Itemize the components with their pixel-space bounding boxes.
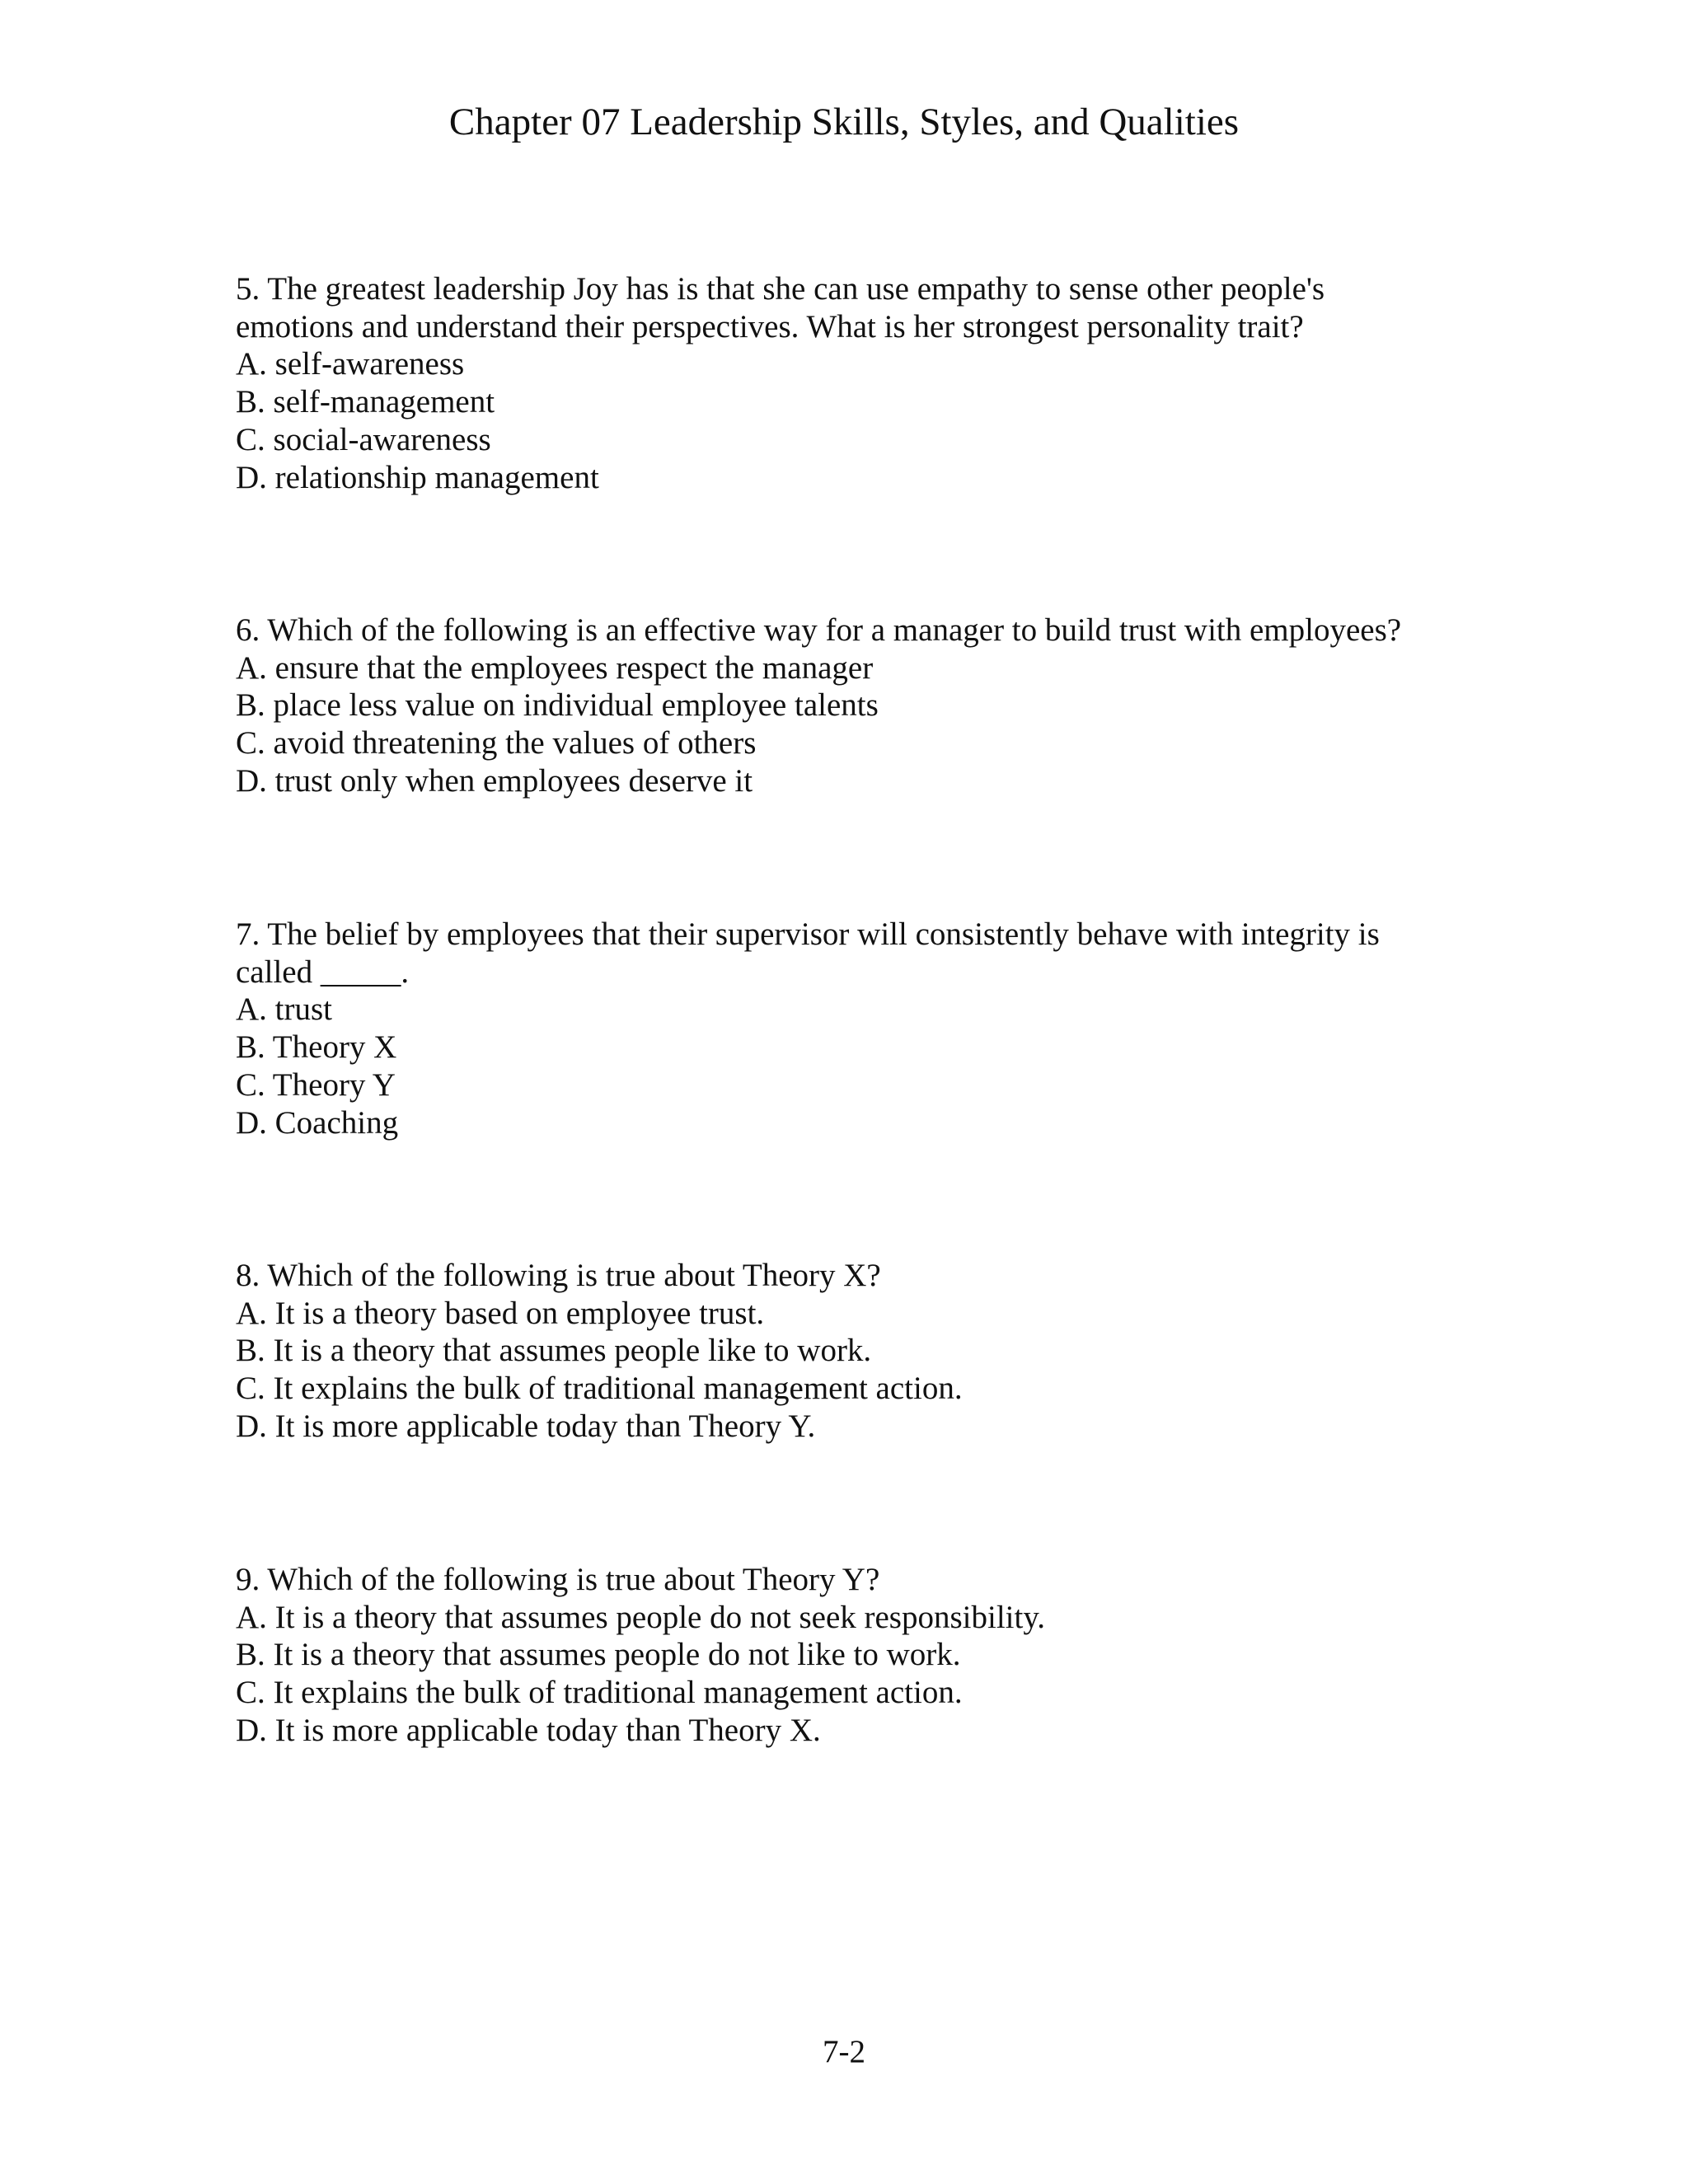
question-text-line: 7. The belief by employees that their supervisor will consistently behave with integrity is: [236, 916, 1380, 952]
question-text-line: 9. Which of the following is true about Theory Y?: [236, 1562, 880, 1597]
answer-option-d: D. trust only when employees deserve it: [236, 762, 753, 799]
answer-option-b: B. It is a theory that assumes people do not like to work.: [236, 1637, 961, 1673]
answer-option-c: C. Theory Y: [236, 1066, 396, 1103]
question-5: [236, 270, 1472, 496]
question-text-line: 5. The greatest leadership Joy has is that she can use empathy to sense other people's: [236, 271, 1325, 307]
answer-option-a: A. ensure that the employees respect the manager: [236, 649, 874, 686]
answer-option-b: B. Theory X: [236, 1029, 397, 1066]
answer-option-d: D. Coaching: [236, 1104, 399, 1141]
page-number: 7-2: [823, 2034, 865, 2069]
answer-option-d: D. It is more applicable today than Theory Y.: [236, 1408, 816, 1444]
question-text-line: emotions and understand their perspectives. What is her strongest personality trait?: [236, 308, 1304, 344]
answer-option-a: A. It is a theory based on employee trust.: [236, 1295, 765, 1331]
answer-option-a: A. trust: [236, 991, 332, 1028]
question-6: [236, 612, 1472, 800]
answer-option-d: D. It is more applicable today than Theory X.: [236, 1712, 821, 1748]
question-text-line: called _____.: [236, 954, 410, 990]
answer-option-c: C. social-awareness: [236, 421, 491, 457]
question-7: [236, 916, 1472, 1141]
answer-option-a: A. self-awareness: [236, 346, 465, 382]
answer-option-c: C. It explains the bulk of traditional management action.: [236, 1371, 963, 1407]
answer-option-c: C. avoid threatening the values of others: [236, 725, 757, 762]
page-title: Chapter 07 Leadership Skills, Styles, and Qualities: [448, 101, 1240, 143]
answer-option-c: C. It explains the bulk of traditional management action.: [236, 1675, 963, 1711]
answer-option-b: B. self-management: [236, 384, 495, 420]
answer-option-b: B. It is a theory that assumes people like to work.: [236, 1333, 872, 1369]
question-text-line: 8. Which of the following is true about Theory X?: [236, 1258, 881, 1293]
answer-option-d: D. relationship management: [236, 459, 599, 495]
answer-option-a: A. It is a theory that assumes people do not seek responsibility.: [236, 1599, 1046, 1635]
answer-option-b: B. place less value on individual employee talents: [236, 687, 879, 724]
question-9: [236, 1561, 1472, 1750]
question-text-line: 6. Which of the following is an effective way for a manager to build trust with employees?: [236, 612, 1402, 648]
question-8: [236, 1257, 1472, 1446]
